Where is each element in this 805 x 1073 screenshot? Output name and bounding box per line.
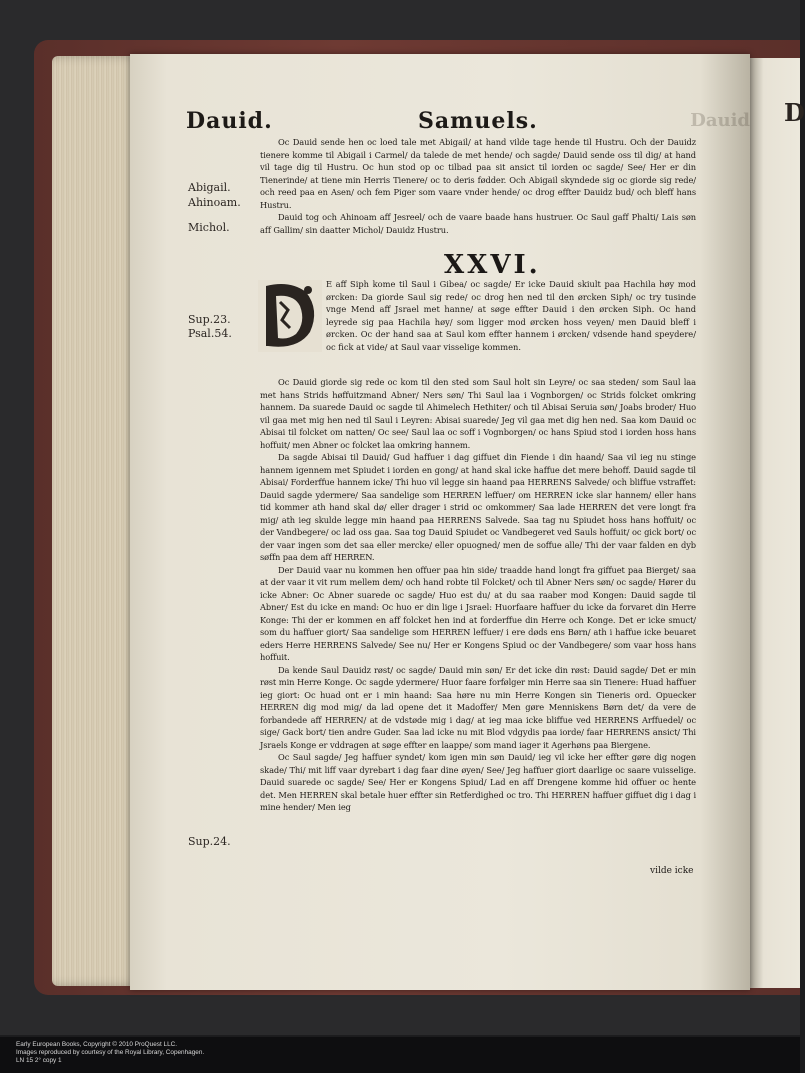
- ornamental-initial-icon: [258, 280, 322, 352]
- paragraph: Da kende Saul Dauidz røst/ oc sagde/ Dauid min søn/ Er det icke din røst: Dauid sagde/ Det er min røst min Herre Konge. Oc sagde ydermere/ Huor faare forfølger min Herre saa sin Tienere: Huad haffuer ieg giort: Oc huad ont er i min haand: Saa høre nu min Herre Kongen sin Tieneris ord. Opuecker HERREN dig mod mig/ da lad opene det it Madoffer/ Men gøre Menniskens Børn det/ da vere de forbandede aff HERREN/ at de vdstøde mig i dag/ at ieg maa icke bliffue ved HERRENS Arffuedel/ oc sige/ Gack bort/ tien andre Guder. Saa lad icke nu mit Blod vdgydis paa iorde/ faar HERRENS ansict/ Thi Jsraels Konge er vddragen at søge effter en laappe/ som mand iager it Agerhøns paa Biergene.: [260, 664, 696, 750]
- paragraph: Der Dauid vaar nu kommen hen offuer paa hin side/ traadde hand longt fra giffuet paa Bierget/ saa at der vaar it vit rum mellem dem/ och hand robte til Folcket/ och til Abner Ners søn/ oc sagde/ Hører du icke Abner: Oc Abner suarede oc sagde/ Huo est du/ at du saa raaber mod Kongen: Dauid sagde til Abner/ Est du icke en mand: Oc huo er din lige i Jsrael: Huorfaare haffuer du icke da forvaret din Herre Konge: Thi der er kommen en aff folcket hen ind at forderffue din Herre och Konge. Det er icke smuct/ som du haffuer giort/ Saa sandelige som HERREN leffuer/ i ere døds ens Børn/ ath i haffue icke beuaret eders Herre HERRENS Salvede/ See nu/ Her er Kongens Spiud oc der Vandbegere/ som vaar hoss hans hoffuit.: [260, 564, 696, 662]
- margin-note-psal54: Psal.54.: [188, 327, 232, 340]
- margin-note-ahinoam: Ahinoam.: [188, 196, 241, 209]
- drop-paragraph: E aff Siph kome til Saul i Gibea/ oc sagde/ Er icke Dauid skiult paa Hachila høy mod ørcken: Da giorde Saul sig rede/ oc drog hen ned til den ørcken Siph/ oc try tusinde vnge Mend aff Jsrael met hanne/ at søge effter Dauid i den ørcken Siph. Oc hand leyrede sig paa Hachila høy/ som ligger mod ørcken hoss veyen/ men Dauid bleff i ørcken. Oc der hand saa at Saul kom effter hannem i ørcken/ vdsende hand speydere/ oc fick at vide/ at Saul vaar visselige kommen.: [326, 279, 696, 352]
- paragraph: Oc Dauid giorde sig rede oc kom til den sted som Saul holt sin Leyre/ oc saa steden/ som Saul laa met hans Strids høffuitzmand Abner/ Ners søn/ Thi Saul laa i Vognborgen/ oc Strids folcket omkring hannem. Da suarede Dauid oc sagde til Ahimelech Hethiter/ och til Abisai Seruia søn/ Joabs broder/ Huo vil gaa met mig hen ned til Saul i Leyren: Abisai suarede/ Jeg vil gaa met dig hen ned. Saa kom Dauid oc Abisai til folcket om natten/ Oc see/ Saul laa oc soff i Vognborgen/ oc hans Spiud stod i iorden hoss hans hoffuit/ men Abner oc folcket laa omkring hannem.: [260, 377, 696, 450]
- top-text: [260, 136, 696, 236]
- chapter-heading: XXVI.: [444, 250, 541, 280]
- paragraph: Dauid tog och Ahinoam aff Jesreel/ och de vaare baade hans hustruer. Oc Saul gaff Phalti/ Lais søn aff Gallim/ sin daatter Michol/ Dauidz Hustru.: [260, 212, 696, 235]
- paragraph: Da sagde Abisai til Dauid/ Gud haffuer i dag giffuet din Fiende i din haand/ Saa vil ieg nu stinge hannem igennem met Spiudet i iorden en gong/ at hand skal icke haffue det mere behoff. Dauid sagde til Abisai/ Forderffue hannem icke/ Thi huo vil legge sin haand paa HERRENS Salvede/ och bliffue vstraffet: Dauid sagde ydermere/ Saa sandelige som HERREN leffuer/ om HERREN icke slar hannem/ eller hans tid kommer ath hand skal dø/ eller drager i strid oc omkommer/ Saa lade HERREN det vere longt fra mig/ ath ieg skulde legge min haand paa HERRENS Salvede. Saa tag nu Spiudet hoss hans hoffuit/ oc der Vandbegere/ oc lad oss gaa. Saa tog Dauid Spiudet oc Vandbegeret ved Sauls hoffuit/ oc gick bort/ oc der vaar ingen som det saa eller mercke/ eller opuogned/ men de soffue alle/ Thi der vaar falden en dyb søffn paa dem aff HERREN.: [260, 452, 696, 562]
- catchword: vilde icke: [650, 866, 694, 876]
- footer-line-2: Images reproduced by courtesy of the Royal Library, Copenhagen.: [16, 1049, 205, 1056]
- drop-initial: [258, 280, 322, 352]
- footer-line-3: LN 15 2° copy 1: [16, 1057, 62, 1064]
- page-edges: [52, 56, 140, 986]
- margin-note-sup23: Sup.23.: [188, 313, 231, 326]
- paragraph: Oc Dauid sende hen oc loed tale met Abigail/ at hand vilde tage hende til Hustru. Och der Dauidz tienere komme til Abigail i Carmel/ da talede de met hende/ och sagde/ Dauid sende oss til dig/ at hand vil tage dig til Hustru. Oc hun stod op oc tilbad paa sit ansict til iorden oc sagde/ See/ Her er din Tienerinde/ at tiene min Herris Tienere/ oc to deris fødder. Och Abigail skyndede sig oc giorde sig rede/ och reed paa en Asen/ och fem Piger som vaare vnder hende/ oc drog effter Dauidz bud/ och bleff hans Hustru.: [260, 137, 696, 210]
- running-head-left: Dauid.: [186, 108, 273, 134]
- margin-note-abigail: Abigail.: [188, 181, 231, 194]
- running-head-center: Samuels.: [418, 108, 538, 134]
- facing-page-head: D: [784, 98, 805, 127]
- copyright-footer: [0, 1037, 800, 1073]
- footer-line-1: Early European Books, Copyright © 2010 ProQuest LLC.: [16, 1041, 178, 1048]
- facing-page-edge: [748, 58, 805, 988]
- margin-note-sup24: Sup.24.: [188, 835, 231, 848]
- body-text: [260, 376, 696, 814]
- running-head-bleed: Dauid: [690, 110, 750, 131]
- paragraph: Oc Saul sagde/ Jeg haffuer syndet/ kom igen min søn Dauid/ ieg vil icke her effter gøre dig nogen skade/ Thi/ mit liff vaar dyrebart i dag faar dine øyen/ See/ Jeg haffuer giort daarlige oc saare vuisselige. Dauid suarede oc sagde/ See/ Her er Kongens Spiud/ Lad en aff Drengene komme hid offuer oc hente det. Men HERREN skal betale huer effter sin Retferdighed oc tro. Thi HERREN haffuer giffuet dig i dag i mine hender/ Men ieg: [260, 752, 696, 812]
- margin-note-michol: Michol.: [188, 221, 230, 234]
